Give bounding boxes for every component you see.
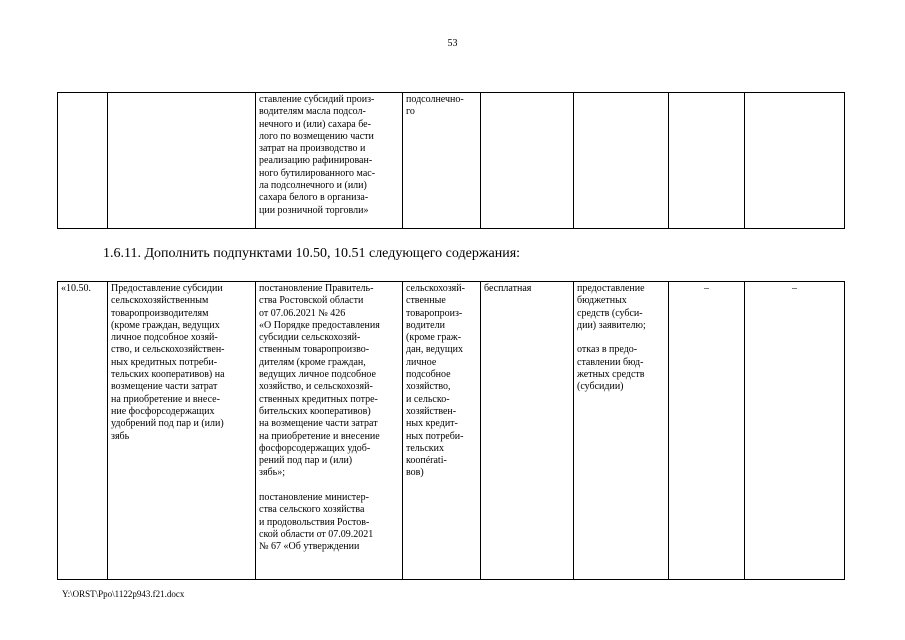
table-cell <box>58 93 108 229</box>
table-row <box>58 93 845 229</box>
dash-cell: – <box>669 282 745 580</box>
service-name-cell: Предоставление субсидии сельскохозяйственным товаропроизводителям (кроме граждан, ведущих личное подсобное хозяй- ство, и сельскохозяйствен- ных кредитных потреби- тельских кооперативов) на возмещение части затрат на приобретение и внесе- ние фосфорсодержащих удобрений под пар и (или) зябь <box>108 282 256 580</box>
table-cell <box>481 93 574 229</box>
cost-cell: бесплатная <box>481 282 574 580</box>
table-row <box>58 282 845 580</box>
item-number-cell: «10.50. <box>58 282 108 580</box>
table-cell <box>574 93 669 229</box>
recipients-cell: сельскохозяй- ственные товаропроиз- водители (кроме граж- дан, ведущих личное подсобное хозяйство, и сельско- хозяйствен- ных кредит- ных потреби- тельских коопérati- вов) <box>403 282 481 580</box>
table-cell <box>108 93 256 229</box>
table-cell <box>745 93 845 229</box>
footer-file-path: Y:\ORST\Ppo\1122p943.f21.docx <box>62 589 185 599</box>
result-cell: предоставление бюджетных средств (субси- дии) заявителю; отказ в предо- ставлении бюд- жетных средств (субсидии) <box>574 282 669 580</box>
legal-basis-cell: постановление Правитель- ства Ростовской области от 07.06.2021 № 426 «О Порядке предоставления субсидии сельскохозяй- ственным товаропроизво- дителям (кроме граждан, ведущих личное подсобное хозяйство, и сельскохозяй- ственных кредитных потре- бительских кооперативов) на возмещение части затрат на приобретение и внесение фосфорсодержащих удоб- рений под пар и (или) зябь»; постановление министер- ства сельского хозяйства и продовольствия Ростов- ской области от 07.09.2021 № 67 «Об утверждении <box>256 282 403 580</box>
table-cell: ставление субсидий произ- водителям масла подсол- нечного и (или) сахара бе- лого по возмещению части затрат на производство и реализацию рафинирован- ного бутилированного мас- ла подсолнечного и (или) сахара белого в организа- ции розничной торговли» <box>256 93 403 229</box>
page-number: 53 <box>447 38 458 49</box>
continuation-table <box>57 92 845 229</box>
table-cell: подсолнечно- го <box>403 93 481 229</box>
section-heading: 1.6.11. Дополнить подпунктами 10.50, 10.51 следующего содержания: <box>103 246 521 261</box>
table-cell <box>669 93 745 229</box>
dash-cell: – <box>745 282 845 580</box>
services-table <box>57 281 845 580</box>
